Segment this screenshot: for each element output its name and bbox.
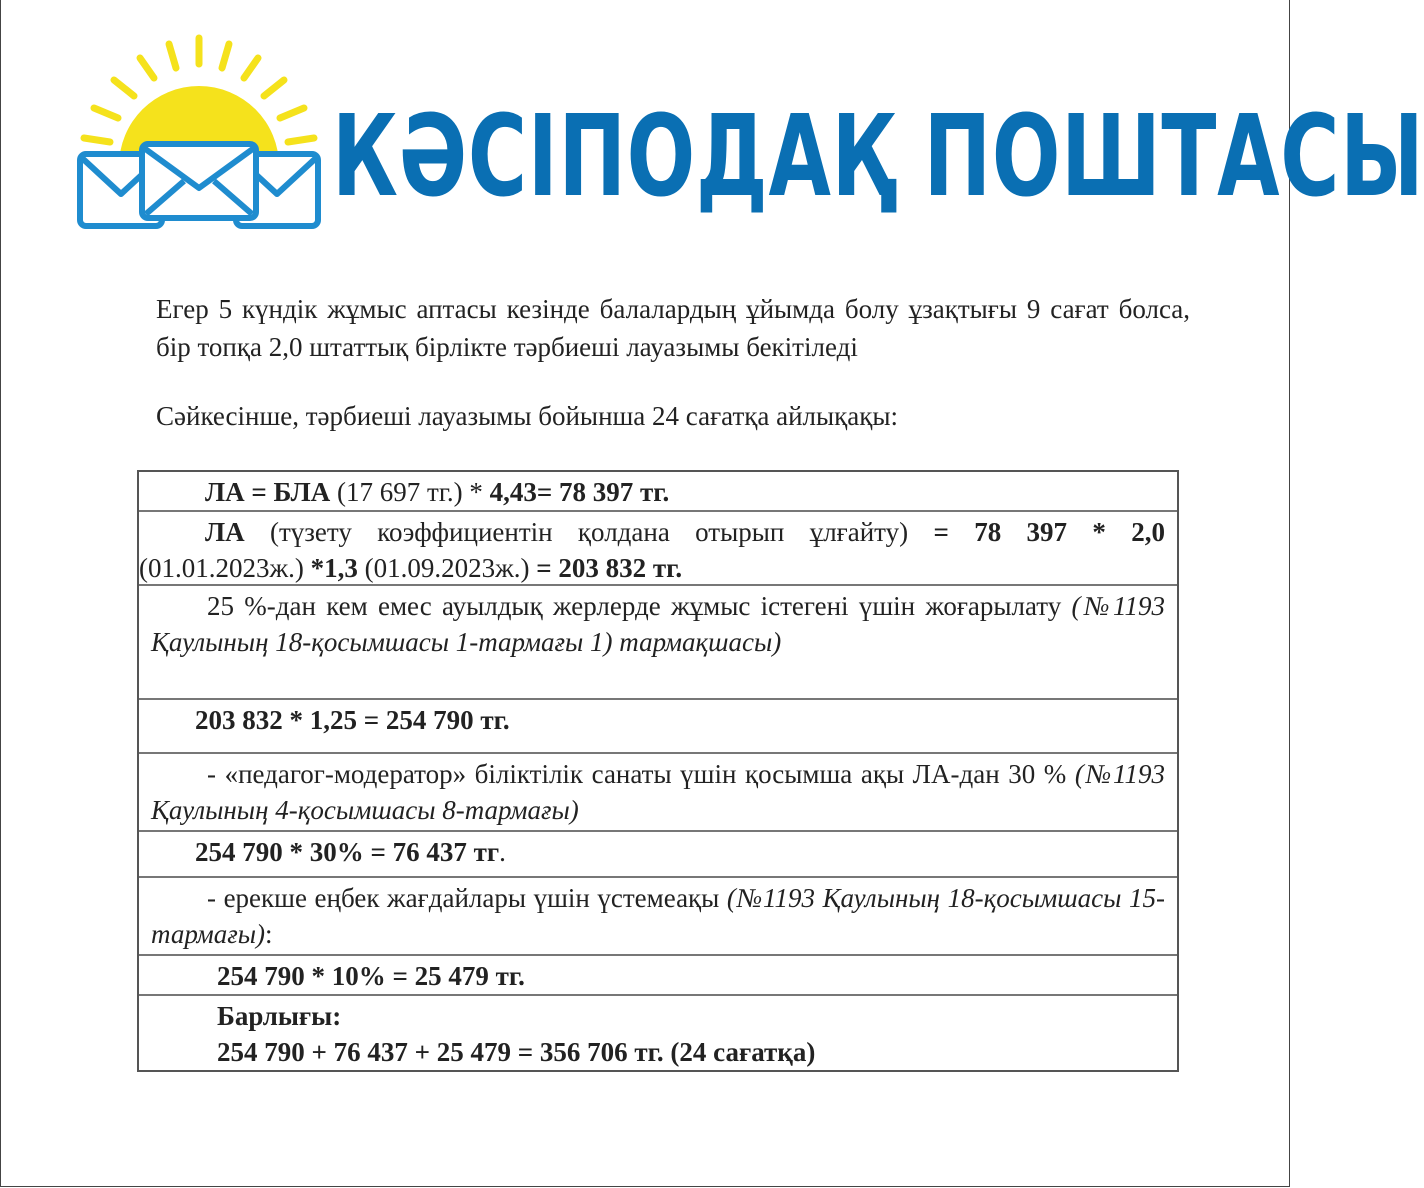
total-label: Барлығы: — [217, 1001, 342, 1031]
formula-result: = 203 832 тг. — [536, 553, 683, 583]
row-text: - ерекше еңбек жағдайлары үшін үстемеақы — [207, 883, 727, 913]
formula-result: 254 790 * 10% = 25 479 тг. — [217, 961, 525, 991]
table-row — [139, 700, 1177, 754]
salary-calculation-table — [137, 470, 1179, 1072]
table-row — [139, 754, 1177, 832]
formula-value: = 78 397 * 2,0 — [933, 517, 1166, 547]
formula-date: (01.09.2023ж.) — [357, 553, 537, 583]
table-row — [139, 956, 1177, 996]
legal-reference: (№1193 Қаулының 4-қосымшасы 8-тармағы) — [151, 759, 1165, 825]
table-row — [139, 586, 1177, 700]
lead-sentence: Сәйкесінше, тәрбиеші лауазымы бойынша 24 сағатқа айлықақы: — [156, 401, 899, 431]
formula-date: (01.01.2023ж.) — [139, 553, 311, 583]
formula-dot: . — [499, 837, 506, 867]
table-row — [139, 878, 1177, 956]
row-text: - «педагог-модератор» біліктілік санаты үшін қосымша ақы ЛА-дан 30 % — [207, 759, 1075, 789]
formula-result: 4,43= 78 397 тг. — [489, 477, 670, 507]
formula-coef: *1,3 — [310, 553, 358, 583]
intro-paragraph — [86, 290, 1190, 366]
sun-with-envelopes-icon — [74, 36, 324, 236]
formula-label: ЛА — [205, 517, 245, 547]
legal-reference: (№1193 Қаулының 18-қосымшасы 15-тармағы) — [151, 883, 1165, 949]
legal-reference: (№1193 Қаулының 18-қосымшасы 1-тармағы 1) тармақшасы) — [151, 591, 1165, 657]
table-row — [139, 996, 1177, 1070]
table-row — [139, 512, 1177, 586]
formula-result: 203 832 * 1,25 = 254 790 тг. — [195, 705, 510, 735]
row-text: 25 %-дан кем емес ауылдық жерлерде жұмыс істегені үшін жоғарылату — [207, 591, 1072, 621]
brand-title: КӘСІПОДАҚ ПОШТАСЫ — [332, 92, 1424, 222]
table-row — [139, 832, 1177, 878]
total-formula: 254 790 + 76 437 + 25 479 = 356 706 тг. (24 сағатқа) — [217, 1037, 816, 1067]
intro-text: Егер 5 күндік жұмыс аптасы кезінде балалардың ұйымда болу ұзақтығы 9 сағат болса, бір топқа 2,0 штаттық бірлікте тәрбиеші лауазымы бекітіледі — [156, 294, 1190, 362]
formula-text: (17 697 тг.) * — [330, 477, 490, 507]
formula-text: (түзету коэффициентін қолдана отырып ұлғайту) — [244, 517, 934, 547]
table-row — [139, 472, 1177, 512]
formula-result: 254 790 * 30% = 76 437 тг — [195, 837, 500, 867]
formula-label: ЛА = БЛА — [205, 477, 331, 507]
row-colon: : — [265, 919, 273, 949]
